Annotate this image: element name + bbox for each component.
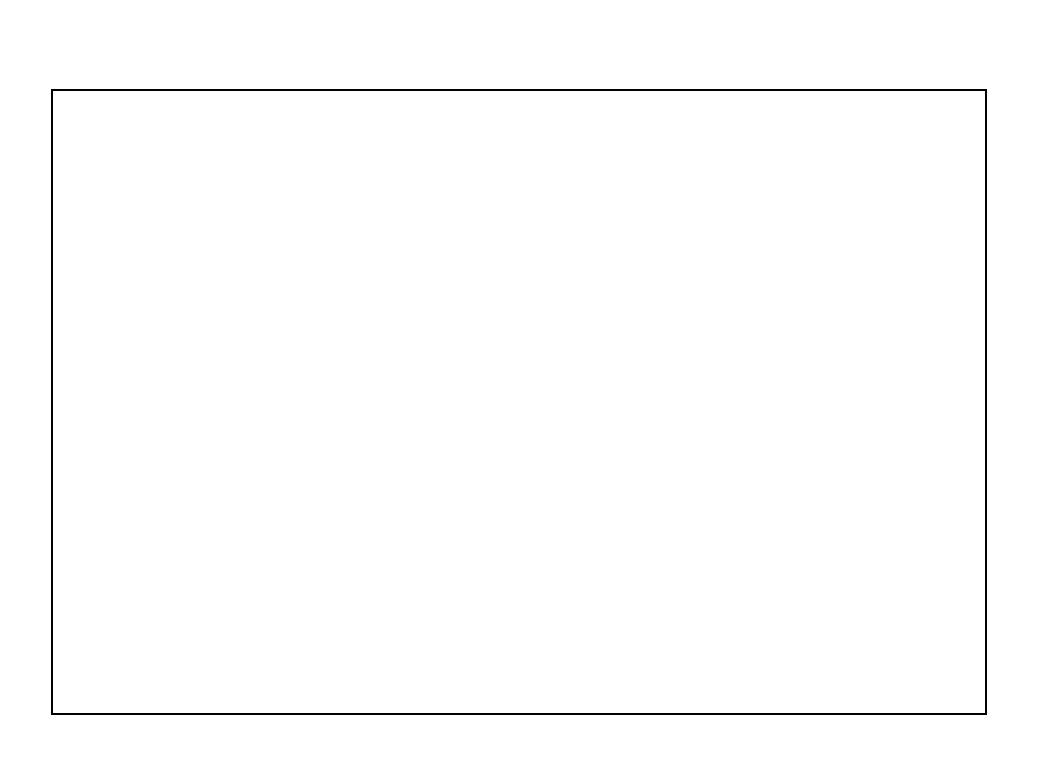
gantt-frame <box>51 89 987 715</box>
page-title <box>8 48 1033 90</box>
